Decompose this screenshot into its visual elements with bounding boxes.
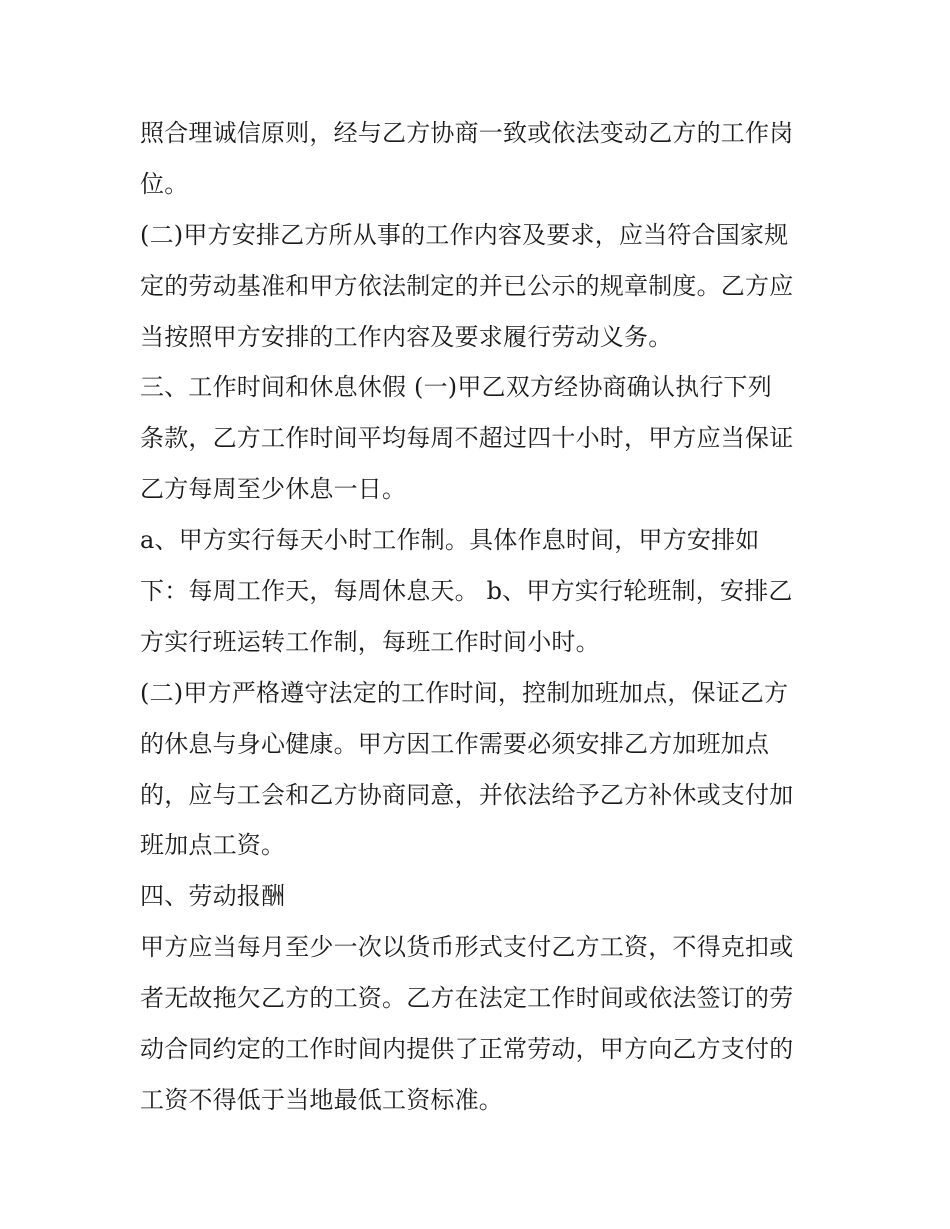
text-line: 下：每周工作天，每周休息天。 b、甲方实行轮班制，安排乙 (140, 577, 793, 606)
text-line: 班加点工资。 (140, 831, 286, 860)
text-line: (二)甲方安排乙方所从事的工作内容及要求，应当符合国家规 (140, 220, 789, 249)
text-line: 当按照甲方安排的工作内容及要求履行劳动义务。 (140, 322, 673, 351)
text-line: (二)甲方严格遵守法定的工作时间，控制加班加点，保证乙方 (140, 678, 789, 707)
text-line: 定的劳动基准和甲方依法制定的并已公示的规章制度。乙方应 (140, 271, 794, 300)
section-heading: 四、劳动报酬 (140, 882, 286, 911)
text-line: a、甲方实行每天小时工作制。具体作息时间，甲方安排如 (140, 526, 760, 555)
text-line: 动合同约定的工作时间内提供了正常劳动，甲方向乙方支付的 (140, 1035, 794, 1064)
section-heading-line: 三、工作时间和休息休假 (一)甲乙双方经协商确认执行下列 (140, 373, 772, 402)
text-line: 者无故拖欠乙方的工资。乙方在法定工作时间或依法签订的劳 (140, 984, 794, 1013)
text-line: 甲方应当每月至少一次以货币形式支付乙方工资，不得克扣或 (140, 933, 794, 962)
text-line: 工资不得低于当地最低工资标准。 (140, 1085, 503, 1114)
text-line: 的，应与工会和乙方协商同意，并依法给予乙方补休或支付加 (140, 780, 794, 809)
text-line: 方实行班运转工作制，每班工作时间小时。 (140, 627, 600, 656)
text-line: 乙方每周至少休息一日。 (140, 475, 407, 504)
text-line: 条款，乙方工作时间平均每周不超过四十小时，甲方应当保证 (140, 424, 794, 453)
text-line: 照合理诚信原则，经与乙方协商一致或依法变动乙方的工作岗 (140, 119, 794, 147)
document-body (140, 108, 820, 1126)
text-line: 的休息与身心健康。甲方因工作需要必须安排乙方加班加点 (140, 729, 770, 758)
text-line: 位。 (140, 169, 189, 198)
